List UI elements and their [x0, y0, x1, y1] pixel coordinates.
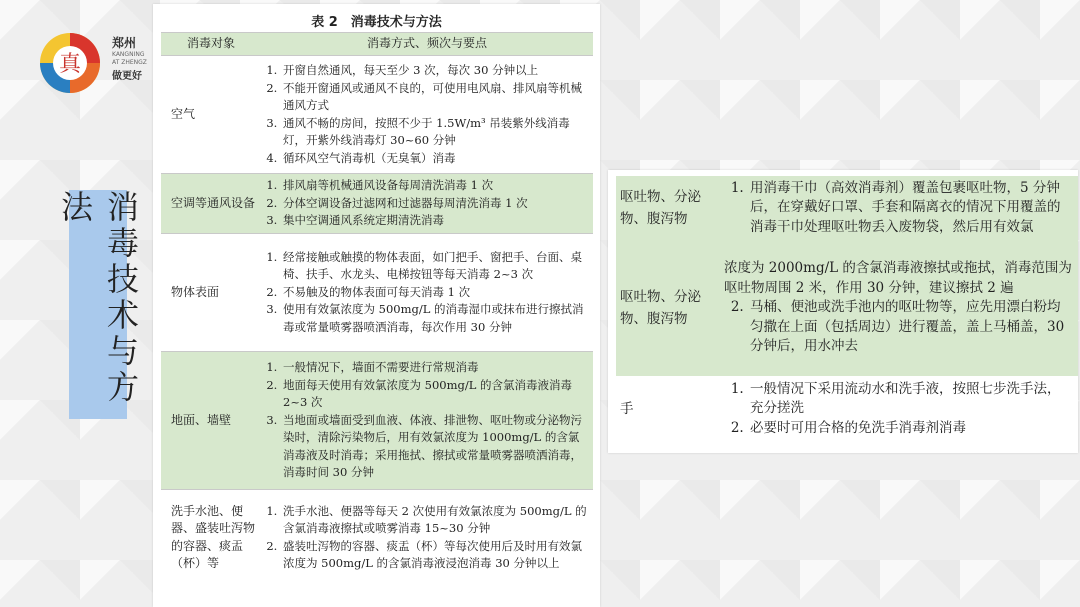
- list-item: 3. 通风不畅的房间，按照不少于 1.5W/m³ 吊装紫外线消毒灯，开紫外线消毒灯 30~60 分钟: [281, 115, 589, 150]
- row-name: 物体表面: [161, 234, 261, 352]
- table-header-row: [161, 33, 593, 56]
- method-list: [724, 298, 1072, 357]
- list-item: 2. 盛装吐泻物的容器、痰盂（杯）等每次使用后及时用有效氯浓度为 500mg/L 的含氯消毒液浸泡消毒 30 分钟以上: [281, 538, 589, 573]
- table-row: [161, 490, 593, 586]
- list-item: 2. 必要时可用合格的免洗手消毒剂消毒: [748, 419, 1072, 439]
- list-item: 2. 马桶、便池或洗手池内的呕吐物等，应先用漂白粉均匀撒在上面（包括周边）进行覆盖，盖上马桶盖，30 分钟后，用水冲去: [748, 298, 1072, 357]
- left-table-panel: [153, 4, 600, 607]
- row-name: 手: [616, 376, 724, 442]
- table-row: [161, 174, 593, 234]
- list-item: 2. 不能开窗通风或通风不良的，可使用电风扇、排风扇等机械通风方式: [281, 80, 589, 115]
- list-item: 4. 循环风空气消毒机（无臭氧）消毒: [281, 150, 589, 168]
- list-item: 1. 开窗自然通风，每天至少 3 次，每次 30 分钟以上: [281, 62, 589, 80]
- logo-slogan: 做更好: [112, 71, 142, 82]
- table-row: [161, 352, 593, 490]
- list-item: 1. 排风扇等机械通风设备每周清洗消毒 1 次: [281, 177, 589, 195]
- method-list: [261, 503, 589, 573]
- logo-brand: 郑州: [112, 36, 137, 50]
- list-item: 2. 分体空调设备过滤网和过滤器每周清洗消毒 1 次: [281, 195, 589, 213]
- table-row: [161, 56, 593, 174]
- right-table-panel: [608, 170, 1078, 453]
- row-name: 空气: [161, 56, 261, 174]
- row-name: 空调等通风设备: [161, 174, 261, 234]
- disinfection-table: [161, 32, 593, 586]
- table-row: [161, 234, 593, 352]
- table-row: [616, 176, 1078, 240]
- row-name: 呕吐物、分泌物、腹泻物: [616, 240, 724, 376]
- list-item: 3. 当地面或墙面受到血液、体液、排泄物、呕吐物或分泌物污染时，清除污染物后，用有效氯浓度为 1000mg/L 的含氯消毒液及时消毒；采用拖拭、擦拭或常量喷雾器喷洒消毒，消毒时间 30 分钟: [281, 412, 589, 482]
- method-list: [261, 62, 589, 167]
- list-item: 1. 洗手水池、便器等每天 2 次使用有效氯浓度为 500mg/L 的含氯消毒液擦拭或喷雾消毒 15~30 分钟: [281, 503, 589, 538]
- list-item: 1. 一般情况下，墙面不需要进行常规消毒: [281, 359, 589, 377]
- logo-icon: [34, 30, 106, 96]
- method-list: [261, 359, 589, 482]
- list-item: 3. 集中空调通风系统定期清洗消毒: [281, 212, 589, 230]
- side-title-box: [56, 190, 140, 419]
- logo-sub-2: AT ZHENGZ: [112, 59, 147, 66]
- logo-text: [112, 34, 157, 82]
- method-list: [261, 177, 589, 230]
- svg-text:真: 真: [58, 52, 82, 77]
- list-item: 2. 地面每天使用有效氯浓度为 500mg/L 的含氯消毒液消毒 2~3 次: [281, 377, 589, 412]
- continued-text: 浓度为 2000mg/L 的含氯消毒液擦拭或拖拭，消毒范围为呕吐物周围 2 米，作用 30 分钟，建议擦拭 2 遍: [724, 260, 1072, 296]
- table-row: [616, 376, 1078, 442]
- vomit-hand-table: [616, 176, 1078, 442]
- list-item: 2. 不易触及的物体表面可每天消毒 1 次: [281, 284, 589, 302]
- list-item: 1. 用消毒干巾（高效消毒剂）覆盖包裹呕吐物，5 分钟后，在穿戴好口罩、手套和隔离衣的情况下用覆盖的消毒干巾处理呕吐物丢入废物袋，然后用有效氯: [748, 179, 1072, 238]
- method-list: [724, 179, 1072, 238]
- list-item: 1. 一般情况下采用流动水和洗手液，按照七步洗手法，充分搓洗: [748, 380, 1072, 419]
- list-item: 3. 使用有效氯浓度为 500mg/L 的消毒湿巾或抹布进行擦拭消毒或常量喷雾器喷洒消毒，每次作用 30 分钟: [281, 301, 589, 336]
- list-item: 1. 经常接触或触摸的物体表面，如门把手、窗把手、台面、桌椅、扶手、水龙头、电梯按钮等每天消毒 2~3 次: [281, 249, 589, 284]
- row-name: 地面、墙壁: [161, 352, 261, 490]
- header-object: 消毒对象: [161, 33, 261, 56]
- table-caption: 表 2 消毒技术与方法: [311, 15, 442, 30]
- header-method: 消毒方式、频次与要点: [261, 33, 593, 56]
- method-list: [261, 249, 589, 337]
- logo-sub-1: KANGNING: [112, 51, 145, 58]
- side-title: 消毒技术与方法: [56, 190, 140, 406]
- row-name: 呕吐物、分泌物、腹泻物: [616, 176, 724, 240]
- method-list: [724, 380, 1072, 439]
- table-row: [616, 240, 1078, 376]
- row-name: 洗手水池、便器、盛装吐泻物的容器、痰盂（杯）等: [161, 490, 261, 586]
